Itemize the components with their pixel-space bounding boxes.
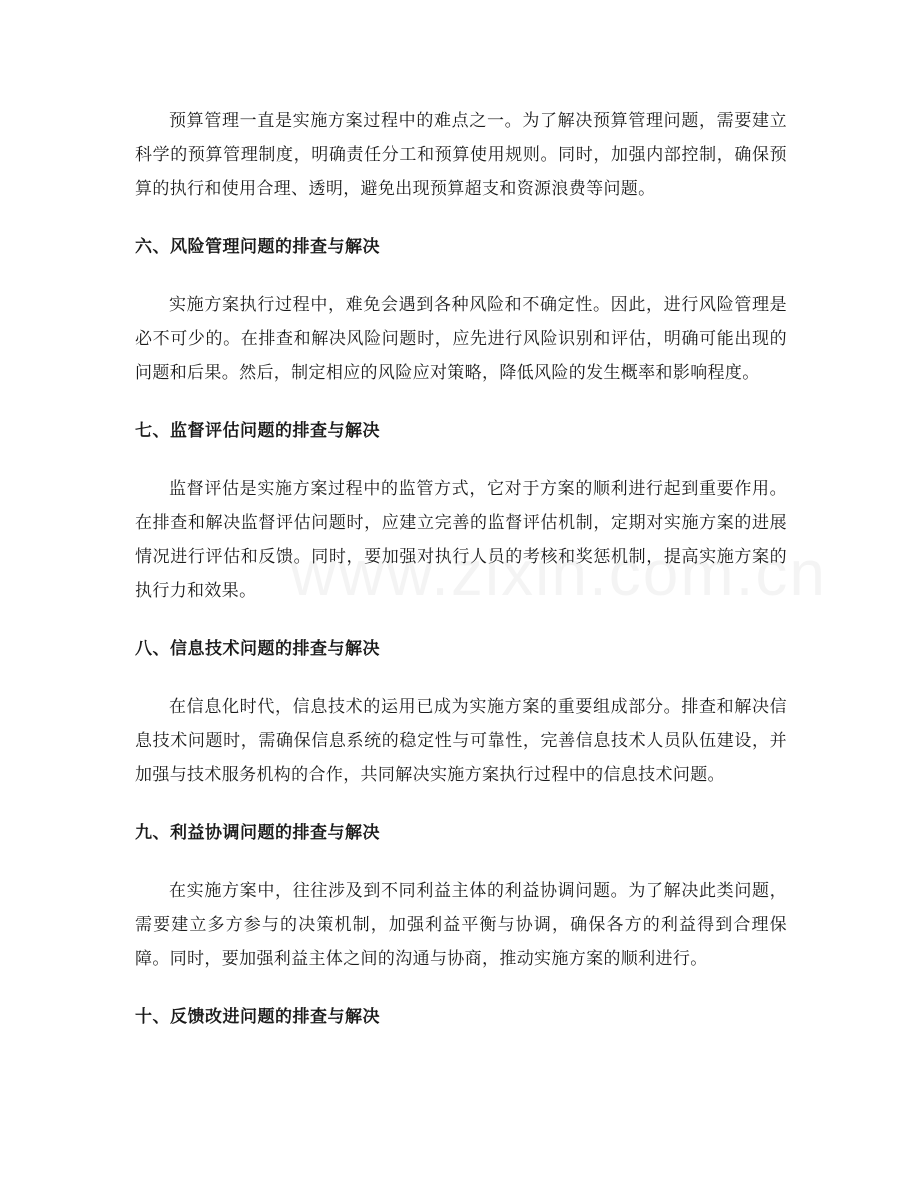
section-8-heading: 八、信息技术问题的排查与解决 <box>135 639 380 659</box>
paragraph-budget: 预算管理一直是实施方案过程中的难点之一。为了解决预算管理问题，需要建立科学的预算管理制度，明确责任分工和预算使用规则。同时，加强内部控制，确保预算的执行和使用合理、透明，避免出现预算超支和资源浪费等问题。 <box>135 111 787 199</box>
document-body <box>135 104 787 1058</box>
section-9-paragraph: 在实施方案中，往往涉及到不同利益主体的利益协调问题。为了解决此类问题，需要建立多方参与的决策机制，加强利益平衡与协调，确保各方的利益得到合理保障。同时，要加强利益主体之间的沟通与协商，推动实施方案的顺利进行。 <box>135 881 787 969</box>
section-6-paragraph: 实施方案执行过程中，难免会遇到各种风险和不确定性。因此，进行风险管理是必不可少的。在排查和解决风险问题时，应先进行风险识别和评估，明确可能出现的问题和后果。然后，制定相应的风险应对策略，降低风险的发生概率和影响程度。 <box>135 295 787 383</box>
section-10-heading: 十、反馈改进问题的排查与解决 <box>135 1007 380 1027</box>
section-7-paragraph: 监督评估是实施方案过程中的监管方式，它对于方案的顺利进行起到重要作用。在排查和解决监督评估问题时，应建立完善的监督评估机制，定期对实施方案的进展情况进行评估和反馈。同时，要加强对执行人员的考核和奖惩机制，提高实施方案的执行力和效果。 <box>135 479 787 601</box>
section-8-paragraph: 在信息化时代，信息技术的运用已成为实施方案的重要组成部分。排查和解决信息技术问题时，需确保信息系统的稳定性与可靠性，完善信息技术人员队伍建设，并加强与技术服务机构的合作，共同解决实施方案执行过程中的信息技术问题。 <box>135 697 787 785</box>
section-6-heading: 六、风险管理问题的排查与解决 <box>135 237 380 257</box>
section-7-heading: 七、监督评估问题的排查与解决 <box>135 421 380 441</box>
section-9-heading: 九、利益协调问题的排查与解决 <box>135 823 380 843</box>
